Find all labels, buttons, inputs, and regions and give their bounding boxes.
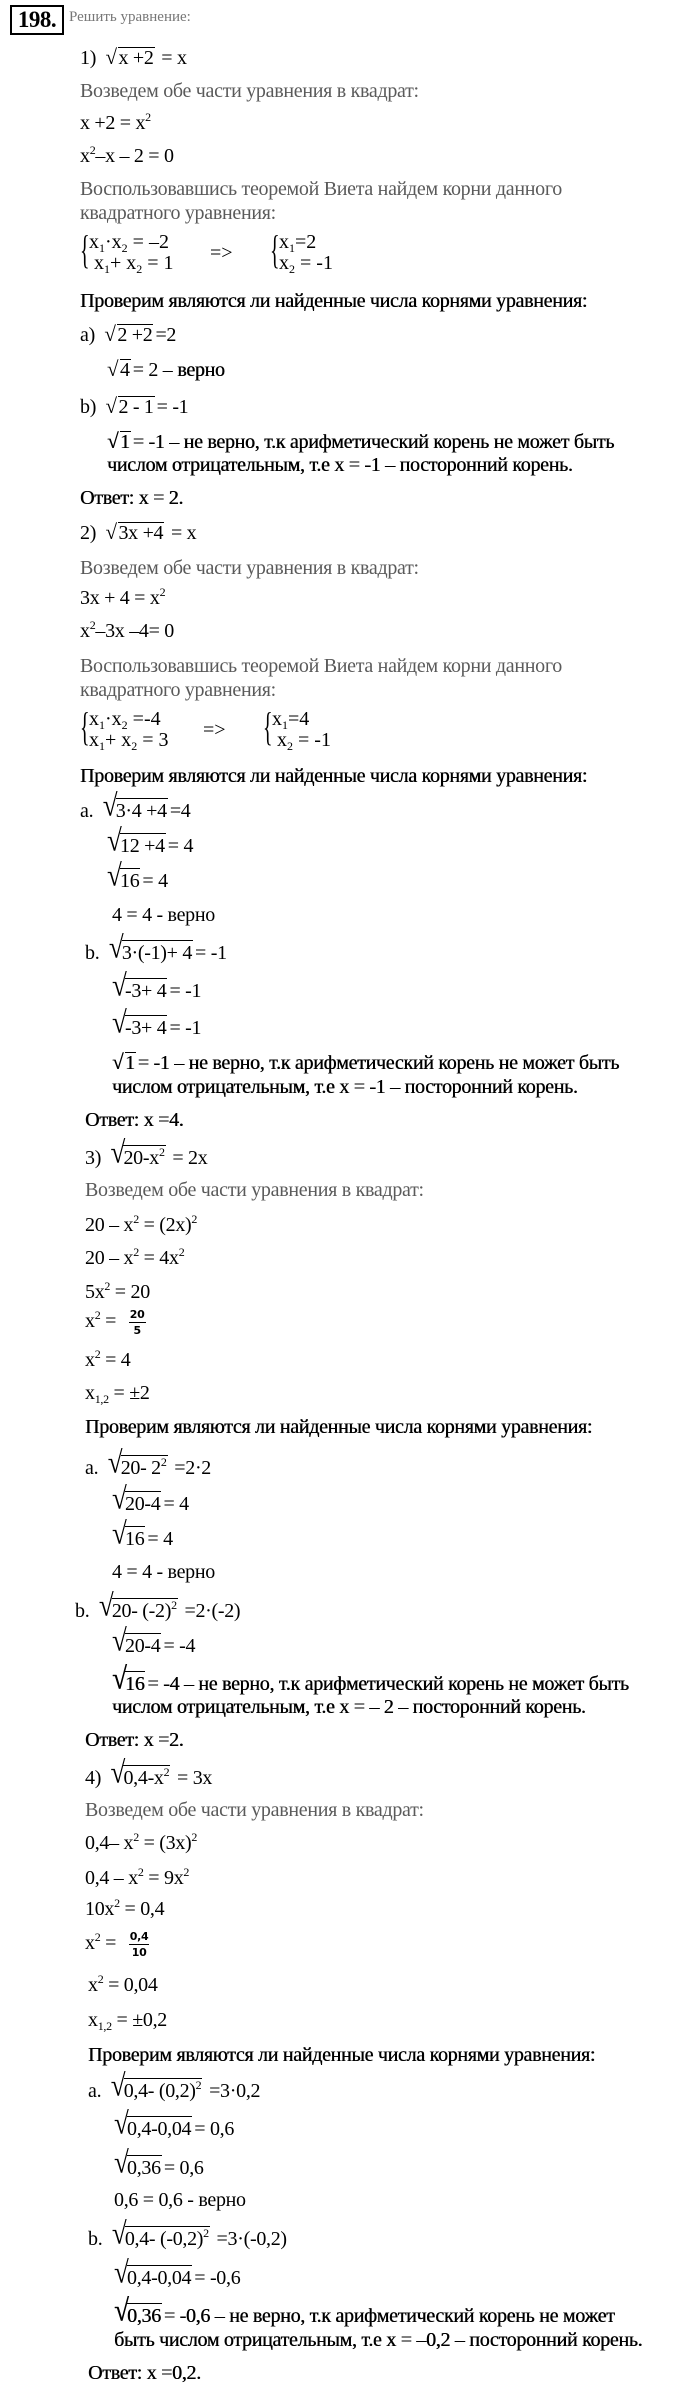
check-step: √ 16 = 4 — [107, 868, 168, 893]
problem-label: 1) — [80, 47, 97, 69]
check-step: √ 12 +4 = 4 — [107, 833, 193, 858]
fraction: $\frac{0,4}{10}$ — [129, 1930, 149, 1959]
check-heading: Проверим являются ли найденные числа корнями уравнения: — [80, 290, 588, 312]
sqrt-icon: √ 20-4 — [112, 1633, 161, 1658]
check-step: √ 16 = 4 — [112, 1526, 173, 1551]
brace-icon: { — [263, 704, 273, 749]
check-a-result: √ 4 = 2 – верно — [107, 358, 225, 382]
instruction-vieta: Воспользовавшись теоремой Виета найдем корни данного — [80, 655, 562, 677]
sqrt-icon: √ 0,4-0,04 — [114, 2265, 192, 2290]
check-b: b. √ 3·(-1)+ 4 = -1 — [85, 940, 227, 965]
step: $x^2-3x$ –4= 0 — [80, 618, 174, 642]
task-title: Решить уравнение: — [69, 9, 191, 25]
instruction-square: Возведем обе части уравнения в квадрат: — [80, 80, 419, 102]
instruction-vieta-cont: квадратного уравнения: — [80, 679, 276, 701]
system-row: $x_1\cdot x_2 =-4$ — [89, 708, 161, 732]
check-b-result: √ 1 = -1 – не верно, т.к арифметический корень не может быть — [107, 430, 614, 454]
step-fraction: $x^2$ = $\frac{0,4}{10}$ — [85, 1930, 149, 1959]
sqrt-icon: √ 1 — [107, 430, 131, 454]
step-text: x — [80, 145, 90, 167]
verdict-correct: верно — [177, 359, 225, 381]
check-b-result: √ 0,36 = -0,6 – не верно, т.к арифметический корень не может — [114, 2303, 615, 2328]
system-row: $x_2 = -1$ — [272, 729, 331, 753]
check-step: √ -3+ 4 = -1 — [112, 978, 201, 1003]
check-a: a) √ 2 +2 =2 — [80, 323, 176, 347]
sqrt-icon: √ $20-x^2$ — [110, 1145, 165, 1170]
check-b: b) √ 2 - 1 = -1 — [80, 395, 188, 419]
check-a-result: 4 = 4 - верно — [112, 904, 215, 926]
check-step: √ 0,4-0,04 = -0,6 — [114, 2265, 240, 2290]
problem-2-equation: 2) √ 3x +4 = x — [80, 521, 196, 545]
sqrt-icon: √ $0,4-x^2$ — [110, 1765, 170, 1790]
sqrt-icon: √ 16 — [112, 1671, 145, 1696]
step: $x_{1,2} = \pm 2$ — [85, 1382, 150, 1406]
check-a-result: 4 = 4 - верно — [112, 1561, 215, 1583]
check-b: b. √ 0,4- $(-0,2)^2 =3\cdot(-0,2)$ — [88, 2226, 287, 2251]
answer: Ответ: x = 2. — [80, 487, 184, 509]
step: $x_{1,2} = \pm 0,2$ — [88, 2009, 167, 2033]
check-heading: Проверим являются ли найденные числа корнями уравнения: — [88, 2044, 596, 2066]
answer: Ответ: x =0,2. — [88, 2362, 201, 2384]
sqrt-icon: √ 3·(-1)+ 4 — [109, 940, 193, 965]
step-text: x +2 = x — [80, 112, 146, 134]
check-a: a. √ 20- $2^2 =2\cdot 2$ — [85, 1455, 211, 1480]
check-b-explanation: числом отрицательным, т.е x = -1 – посторонний корень. — [107, 454, 573, 476]
step: 0,4– $x^2 = (3x)^2$ — [85, 1830, 198, 1854]
sqrt-icon: √ 0,4-0,04 — [114, 2116, 192, 2141]
implies-arrow: => — [203, 719, 226, 741]
system-row: $x_1\cdot x_2 = -2$ — [89, 231, 169, 255]
sqrt-icon: √ -3+ 4 — [112, 1015, 167, 1040]
instruction-square: Возведем обе части уравнения в квадрат: — [85, 1799, 424, 1821]
sqrt-icon: √ -3+ 4 — [112, 978, 167, 1003]
check-label: b) — [80, 396, 97, 418]
sqrt-icon: √ 20-4 — [112, 1491, 161, 1516]
check-a-result: 0,6 = 0,6 - верно — [114, 2189, 246, 2211]
sqrt-icon — [105, 46, 154, 70]
answer: Ответ: x =4. — [85, 1109, 184, 1131]
check-b-result: √ 1 = -1 – не верно, т.к арифметический корень не может быть — [112, 1051, 619, 1075]
sqrt-icon: √ 20- $(-2)^2$ — [99, 1598, 178, 1623]
check-a: a. √ 3·4 +4 =4 — [80, 798, 191, 823]
sqrt-icon: √ 2 +2 — [104, 323, 153, 347]
check-step: √ 20-4 = -4 — [112, 1633, 195, 1658]
problem-1-equation — [80, 46, 187, 70]
check-step: √ -3+ 4 = -1 — [112, 1015, 201, 1040]
step: $0,4 - x^2 = 9x^2$ — [85, 1865, 190, 1889]
step: $x^2 = 4$ — [85, 1347, 131, 1371]
sqrt-icon: √ 1 — [112, 1051, 136, 1075]
brace-icon: { — [80, 227, 90, 272]
answer: Ответ: x =2. — [85, 1729, 184, 1751]
instruction-vieta-cont: квадратного уравнения: — [80, 202, 276, 224]
step: $x^2-x - 2 = 0$ — [80, 143, 174, 167]
sqrt-icon: √ 16 — [112, 1526, 145, 1551]
check-step: √ 20-4 = 4 — [112, 1491, 189, 1516]
check-a: a. √ 0,4- $(0,2)^2 =3\cdot 0,2$ — [88, 2078, 260, 2103]
sqrt-icon: √ 0,4- $(-0,2)^2$ — [112, 2226, 210, 2251]
check-label: a) — [80, 324, 95, 346]
task-number: 198. — [10, 5, 64, 35]
step: $20 - x^2 = 4x^2$ — [85, 1245, 185, 1269]
check-b-result: √ 16 = -4 – не верно, т.к арифметический корень не может быть — [112, 1671, 629, 1696]
implies-arrow: => — [210, 242, 233, 264]
system-row: $x_1=4$ — [272, 708, 310, 732]
brace-icon: { — [270, 227, 280, 272]
sqrt-icon: √ 16 — [107, 868, 140, 893]
problem-3-equation: 3) √ $20-x^2 = 2x$ — [85, 1145, 207, 1170]
step-text: –x – 2 = 0 — [95, 145, 174, 167]
system-row: $x_2 = -1$ — [279, 252, 333, 276]
system-row: $x_1+ x_2 = 1$ — [94, 252, 174, 276]
system-row: $x_1=2$ — [279, 231, 317, 255]
step: $20 - x^2 = (2x)^2$ — [85, 1212, 198, 1236]
sqrt-icon: √ 0,36 — [114, 2155, 162, 2180]
check-b: b. √ 20- $(-2)^2 =2\cdot(-2)$ — [75, 1598, 240, 1623]
check-heading: Проверим являются ли найденные числа корнями уравнения: — [85, 1416, 593, 1438]
check-b-explanation: числом отрицательным, т.е x = – 2 – посторонний корень. — [112, 1696, 586, 1718]
sqrt-icon: √ 12 +4 — [107, 833, 166, 858]
check-step: √ 0,4-0,04 = 0,6 — [114, 2116, 234, 2141]
instruction-square: Возведем обе части уравнения в квадрат: — [85, 1179, 424, 1201]
step: $3x + 4 = x^2$ — [80, 585, 166, 609]
step: $x +2 = x^2$ — [80, 110, 151, 134]
check-heading: Проверим являются ли найденные числа корнями уравнения: — [80, 765, 588, 787]
fraction: $\frac{20}{5}$ — [129, 1308, 145, 1337]
sqrt-icon: √ 2 - 1 — [105, 395, 154, 419]
instruction-square: Возведем обе части уравнения в квадрат: — [80, 557, 419, 579]
problem-4-equation: 4) √ $0,4-x^2 = 3x$ — [85, 1765, 212, 1790]
equation-rhs: = x — [161, 47, 187, 69]
check-b-explanation: числом отрицательным, т.е x = -1 – посторонний корень. — [112, 1076, 578, 1098]
check-b-explanation: быть числом отрицательным, т.е x = –0,2 – посторонний корень. — [114, 2329, 643, 2351]
sqrt-icon: √ 3x +4 — [105, 521, 164, 545]
instruction-vieta: Воспользовавшись теоремой Виета найдем корни данного — [80, 178, 562, 200]
step-fraction: $x^2$ = $\frac{20}{5}$ — [85, 1308, 145, 1337]
sqrt-icon: √ 4 — [107, 358, 131, 382]
step: $x^2 = 0,04$ — [88, 1972, 158, 1996]
problem-label: 2) — [80, 522, 97, 544]
system-row: $x_1+ x_2 = 3$ — [89, 729, 169, 753]
sqrt-icon: √ 0,4- $(0,2)^2$ — [111, 2078, 203, 2103]
radicand: x +2 — [118, 47, 154, 69]
sqrt-icon: √ 20- $2^2$ — [108, 1455, 168, 1480]
sqrt-icon: √ 3·4 +4 — [103, 798, 168, 823]
step: $5x^2 = 20$ — [85, 1279, 150, 1303]
check-step: √ 0,36 = 0,6 — [114, 2155, 204, 2180]
step: $10x^2 = 0,4$ — [85, 1896, 165, 1920]
sqrt-icon: √ 0,36 — [114, 2303, 162, 2328]
brace-icon: { — [80, 704, 90, 749]
